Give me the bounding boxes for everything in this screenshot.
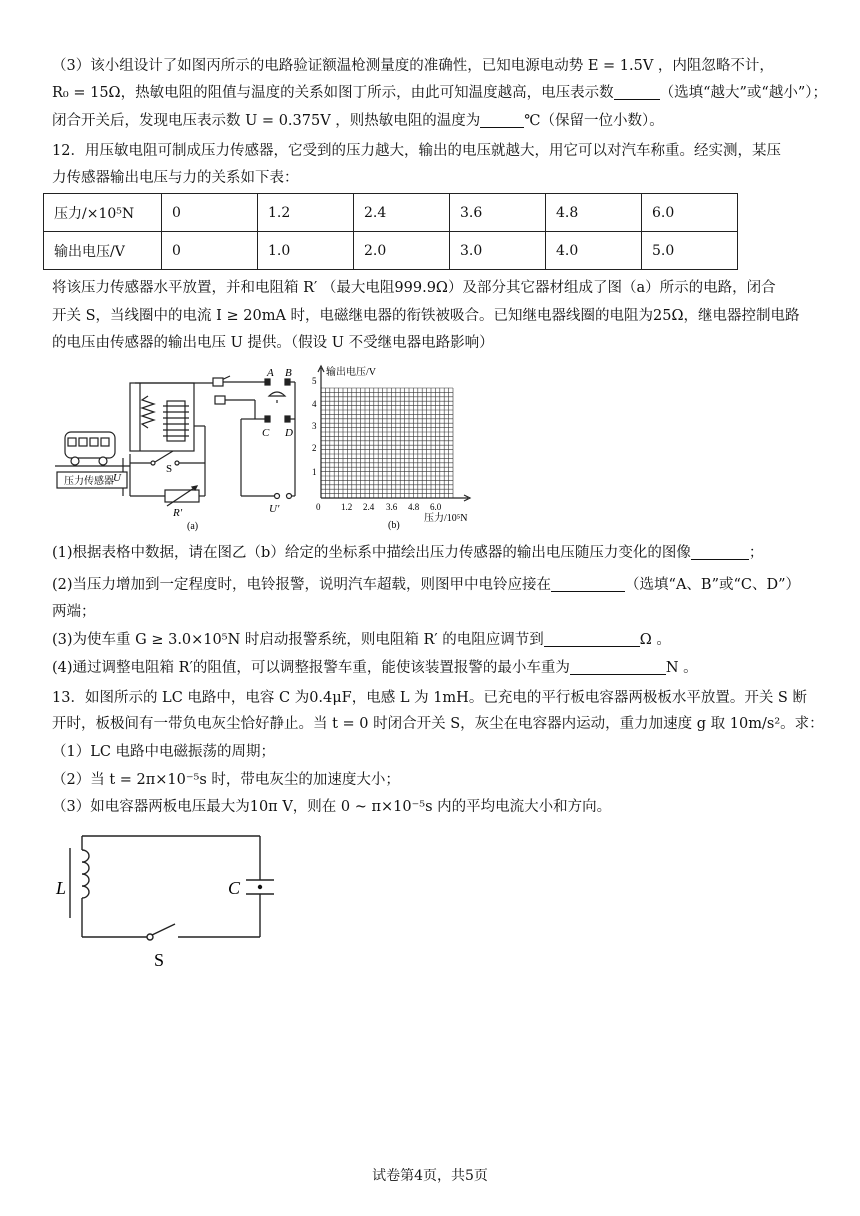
y-tick: 4 xyxy=(312,399,317,409)
inductor-label: L xyxy=(56,878,67,898)
x-tick: 6.0 xyxy=(430,502,442,512)
page-footer: 试卷第4页，共5页 xyxy=(372,1168,488,1184)
y-tick: 5 xyxy=(312,376,317,386)
q11-line1: （3）该小组设计了如图丙所示的电路验证额温枪测量度的准确性，已知电源电动势 E = 1.5V ，内阻忽略不计， xyxy=(52,58,774,74)
x-tick: 1.2 xyxy=(341,502,353,512)
table-row xyxy=(44,232,738,270)
table-cell: 4.0 xyxy=(546,232,642,270)
answer-blank[interactable] xyxy=(551,575,625,592)
q12-sub4: (4)通过调整电阻箱 R′的阻值，可以调整报警车重，能使该装置报警的最小车重为 N 。 xyxy=(52,660,698,676)
capacitor-label: C xyxy=(228,878,241,898)
q12-sub2: (2)当压力增加到一定程度时，电铃报警，说明汽车超载，则图甲中电铃应接在 （选填“A、B”或“C、D”） xyxy=(52,577,801,593)
y-tick: 1 xyxy=(312,467,317,477)
table-row xyxy=(44,194,738,232)
q11-line2: R₀ = 15Ω，热敏电阻的阻值与温度的关系如图丁所示，由此可知温度越高，电压表示数 （选填“越大”或“越小”）； xyxy=(52,85,827,101)
table-cell: 0 xyxy=(162,194,258,232)
answer-blank[interactable] xyxy=(614,83,660,100)
table-cell: 0 xyxy=(162,232,258,270)
table-cell: 6.0 xyxy=(642,194,738,232)
label-s: S xyxy=(166,463,173,475)
label-d: D xyxy=(285,427,293,439)
q12-desc3: 的电压由传感器的输出电压 U 提供。（假设 U 不受继电器电路影响） xyxy=(52,335,494,351)
label-c: C xyxy=(262,427,270,439)
sensor-label: 压力传感器 xyxy=(64,476,114,487)
label-u-prime: U′ xyxy=(269,503,280,515)
table-cell: 2.0 xyxy=(354,232,450,270)
q12-sub2-cont: 两端； xyxy=(52,604,96,620)
label-u: U xyxy=(113,472,121,484)
y-tick: 2 xyxy=(312,443,317,453)
label-r-prime: R′ xyxy=(173,507,183,519)
label-a: A xyxy=(267,367,274,379)
table-cell: 4.8 xyxy=(546,194,642,232)
table-cell: 3.6 xyxy=(450,194,546,232)
table-header-cell: 输出电压/V xyxy=(44,232,162,270)
y-tick: 3 xyxy=(312,421,317,431)
q12-desc2: 开关 S，当线圈中的电流 I ≥ 20mA 时，电磁继电器的衔铁被吸合。已知继电器线圈的电阻为25Ω，继电器控制电路 xyxy=(52,308,800,324)
table-cell: 1.0 xyxy=(258,232,354,270)
q12-sub1: (1)根据表格中数据，请在图乙（b）给定的坐标系中描绘出压力传感器的输出电压随压力变化的图像 ； xyxy=(52,545,764,561)
answer-blank[interactable] xyxy=(691,543,749,560)
table-cell: 3.0 xyxy=(450,232,546,270)
table-cell: 2.4 xyxy=(354,194,450,232)
figure-a-caption: (a) xyxy=(187,521,199,532)
q12-sub3: (3)为使车重 G ≥ 3.0×10⁵N 时启动报警系统，则电阻箱 R′ 的电阻应调节到 Ω 。 xyxy=(52,632,671,648)
voltage-force-grid xyxy=(308,364,478,534)
q12-intro2: 力传感器输出电压与力的关系如下表： xyxy=(52,170,299,186)
figure-b-caption: (b) xyxy=(388,520,400,531)
q13-sub3: （3）如电容器两板电压最大为10π V，则在 0 ~ π×10⁻⁵s 内的平均电流大小和方向。 xyxy=(52,799,612,815)
label-b: B xyxy=(285,367,292,379)
x-tick: 2.4 xyxy=(363,502,375,512)
q13-intro1: 13．如图所示的 LC 电路中，电容 C 为0.4μF，电感 L 为 1mH。已充电的平行板电容器两极板水平放置。开关 S 断 xyxy=(52,690,807,706)
switch-label: S xyxy=(154,950,165,970)
q12-desc1: 将该压力传感器水平放置，并和电阻箱 R′ （最大电阻999.9Ω）及部分其它器材组成了图（a）所示的电路，闭合 xyxy=(52,280,776,296)
answer-blank[interactable] xyxy=(480,111,524,128)
answer-blank[interactable] xyxy=(544,630,640,647)
y-axis-label: 输出电压/V xyxy=(326,367,376,378)
q13-sub1: （1）LC 电路中电磁振荡的周期； xyxy=(52,744,276,760)
q13-intro2: 开时，板极间有一带负电灰尘恰好静止。当 t = 0 时闭合开关 S，灰尘在电容器内运动，重力加速度 g 取 10m/s²。求： xyxy=(52,716,824,732)
x-tick: 0 xyxy=(316,502,321,512)
table-header-cell: 压力/×10⁵N xyxy=(44,194,162,232)
lc-circuit-figure xyxy=(50,826,290,972)
table-cell: 1.2 xyxy=(258,194,354,232)
x-axis-label: 压力/10⁵N xyxy=(424,513,468,524)
relay-circuit-figure xyxy=(55,366,317,532)
q13-sub2: （2）当 t = 2π×10⁻⁵s 时，带电灰尘的加速度大小； xyxy=(52,772,400,788)
q11-line3: 闭合开关后，发现电压表示数 U = 0.375V ，则热敏电阻的温度为 ℃（保留一位小数）。 xyxy=(52,113,664,129)
force-voltage-table xyxy=(43,193,738,270)
x-tick: 3.6 xyxy=(386,502,398,512)
answer-blank[interactable] xyxy=(570,658,666,675)
x-tick: 4.8 xyxy=(408,502,420,512)
table-cell: 5.0 xyxy=(642,232,738,270)
q12-intro1: 12．用压敏电阻可制成压力传感器，它受到的压力越大，输出的电压就越大，用它可以对汽车称重。经实测，某压 xyxy=(52,143,781,159)
